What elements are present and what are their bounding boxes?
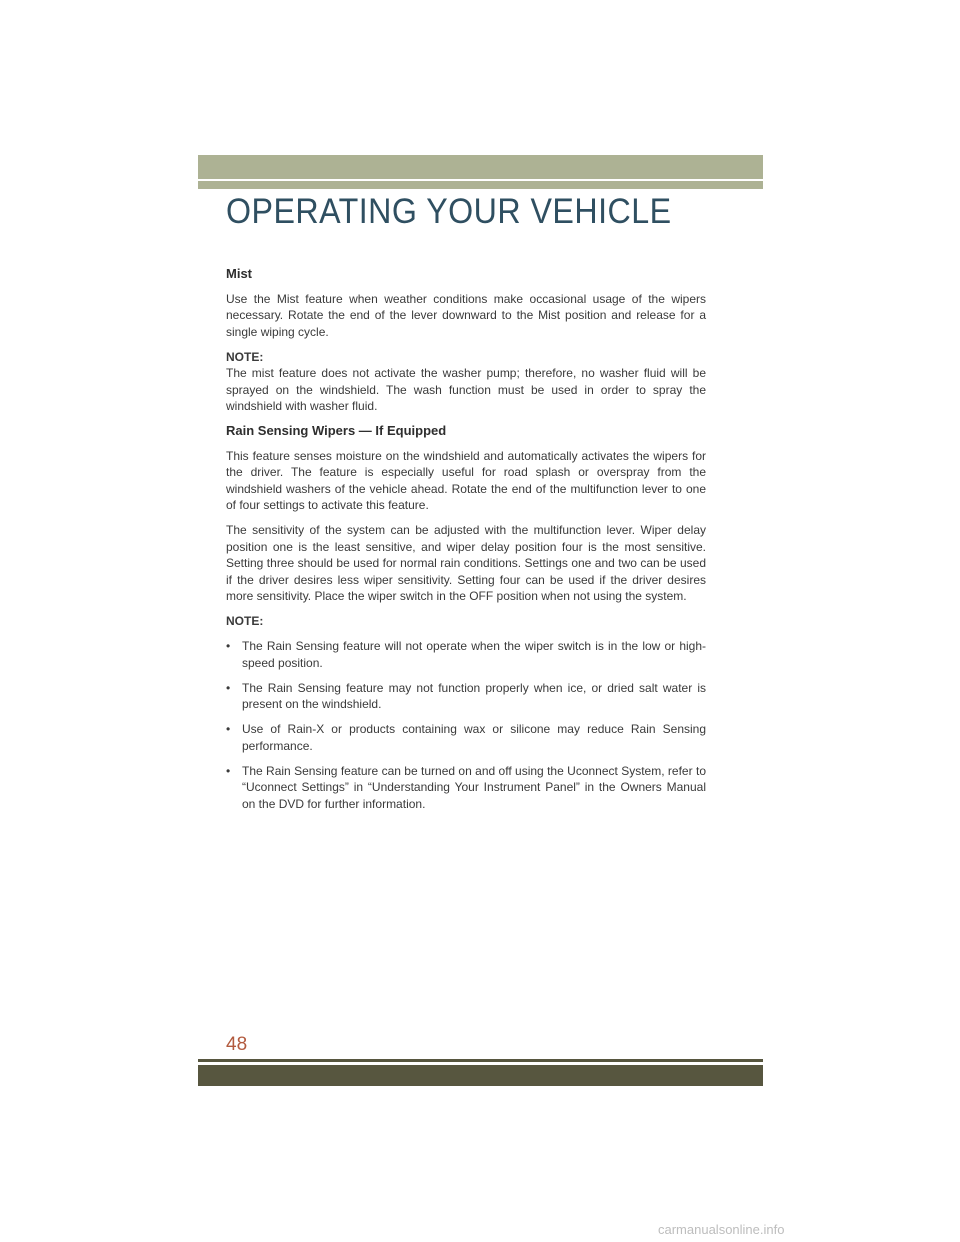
list-item-text: The Rain Sensing feature can be turned on and off using the Uconnect System, refer to “Uconnect Settings” in “Understanding Your Instrument Panel” in the Owners Manual on the DVD for further information. (242, 763, 706, 811)
bullet-icon: • (226, 763, 231, 778)
watermark: carmanualsonline.info (658, 1222, 785, 1237)
list-item-text: The Rain Sensing feature may not function properly when ice, or dried salt water is present on the windshield. (242, 680, 706, 711)
bullet-icon: • (226, 680, 231, 695)
bullet-icon: • (226, 722, 231, 736)
bullet-icon: • (226, 639, 231, 653)
list-item (226, 763, 706, 813)
footer-band (198, 1065, 763, 1086)
mist-note-text: The mist feature does not activate the washer pump; therefore, no washer fluid will be sprayed on the windshield. The wash function must be used in order to spray the windshield with washer fluid. (226, 366, 706, 413)
list-item (226, 638, 706, 671)
page-content (226, 266, 706, 821)
rain-heading: Rain Sensing Wipers — If Equipped (226, 423, 447, 438)
list-item-text: Use of Rain-X or products containing wax or silicone may reduce Rain Sensing performance. (242, 722, 706, 753)
list-item (226, 680, 706, 713)
mist-paragraph: Use the Mist feature when weather conditions make occasional usage of the wipers necessary. Rotate the end of the lever downward to the Mist position and release for a single wiping cycle. (226, 291, 706, 339)
rain-note-list (226, 638, 706, 812)
header-band (198, 155, 763, 179)
rain-paragraph-2: The sensitivity of the system can be adjusted with the multifunction lever. Wiper delay position one is the least sensitive, and wiper delay position four is the most sensitive. Setting three should be used for normal rain conditions. Settings one and two can be used if the driver desires less wiper sensitivity. Setting four can be used if the driver desires more sensitivity. Place the wiper switch in the OFF position when not using the system. (226, 523, 706, 603)
header-rule (198, 181, 763, 189)
section-title: OPERATING YOUR VEHICLE (226, 192, 672, 231)
mist-note-label: NOTE: (226, 349, 264, 364)
mist-heading: Mist (226, 266, 252, 281)
page-number: 48 (226, 1034, 248, 1055)
rain-note-label: NOTE: (226, 614, 264, 628)
footer-rule (198, 1059, 763, 1062)
list-item (226, 721, 706, 754)
rain-paragraph-1: This feature senses moisture on the windshield and automatically activates the wipers for the driver. The feature is especially useful for road splash or overspray from the windshield washers of the vehicle ahead. Rotate the end of the multifunction lever to one of four settings to activate this feature. (226, 448, 706, 512)
list-item-text: The Rain Sensing feature will not operate when the wiper switch is in the low or high-speed position. (242, 639, 706, 670)
